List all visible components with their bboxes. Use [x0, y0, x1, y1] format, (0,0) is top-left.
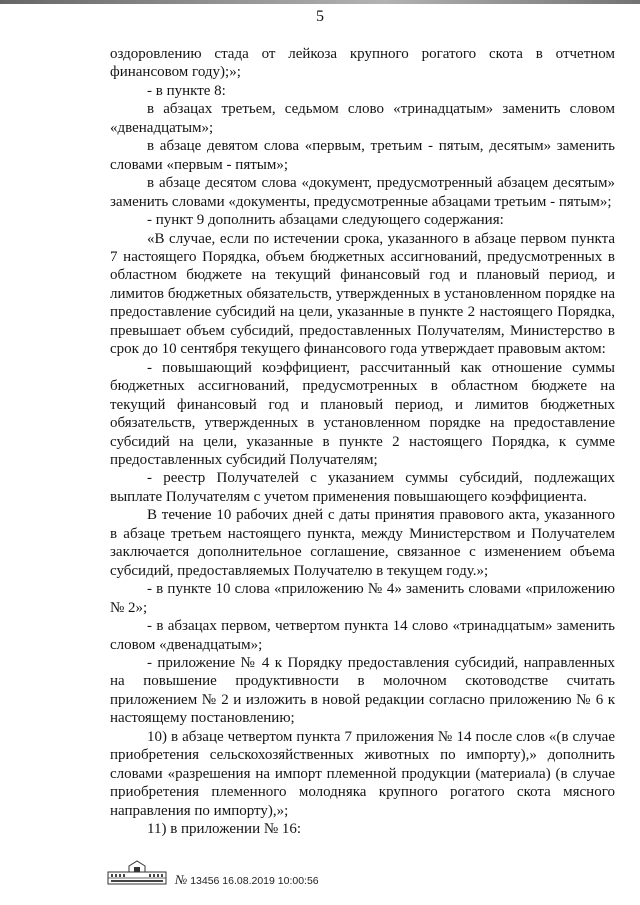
- paragraph: - в абзацах первом, четвертом пункта 14 слово «тринадцатым» заменить словом «двенадцатым»;: [110, 618, 615, 653]
- scan-edge: [0, 0, 640, 4]
- paragraph: 11) в приложении № 16:: [147, 821, 302, 838]
- paragraph: - реестр Получателей с указанием суммы субсидий, подлежащих выплате Получателям с учетом применения повышающего коэффициента.: [110, 470, 615, 505]
- paragraph: «В случае, если по истечении срока, указанного в абзаце первом пункта 7 настоящего Порядка, объем бюджетных ассигнований, предусмотренных в областном бюджете на текущий финансовый год и плановый период, и лимитов бюджетных обязательств, утвержденных в установленном порядке на предоставление субсидий на цели, указанные в пункте 2 настоящего Порядка, превышает объем субсидий, предоставленных Получателям, Министерство в срок до 10 сентября текущего финансового года утверждает правовым актом:: [110, 230, 615, 358]
- page-number: 5: [316, 8, 324, 25]
- document-body: [110, 45, 615, 838]
- paragraph: 10) в абзаце четвертом пункта 7 приложения № 14 после слов «(в случае приобретения сельскохозяйственных животных по импорту),» дополнить словами «разрешения на импорт племенной продукции (материала) (в случае приобретения племенного молодняка крупного рогатого скота мясного направления по импорту),»;: [110, 728, 615, 819]
- paragraph: оздоровлению стада от лейкоза крупного рогатого скота в отчетном финансовом году);»;: [110, 46, 615, 81]
- registration-number: [175, 872, 319, 888]
- registry-stamp-icon: [107, 858, 169, 886]
- paragraph: - повышающий коэффициент, рассчитанный как отношение суммы бюджетных ассигнований, предусмотренных в областном бюджете на текущий финансовый год и плановый период, и лимитов бюджетных обязательств, утвержденных в установленном порядке на предоставление субсидий на цели, указанные в пункте 2 настоящего Порядка, к сумме предоставленных субсидий Получателям;: [110, 359, 615, 468]
- paragraph: в абзаце девятом слова «первым, третьим - пятым, десятым» заменить словами «первым - пятым»;: [110, 138, 615, 173]
- paragraph: в абзаце десятом слова «документ, предусмотренный абзацем десятым» заменить словами «документы, предусмотренные абзацами третьим - пятым»;: [110, 175, 615, 210]
- paragraph: - пункт 9 дополнить абзацами следующего содержания:: [147, 212, 504, 229]
- paragraph: В течение 10 рабочих дней с даты принятия правового акта, указанного в абзаце третьем настоящего пункта, между Министерством и Получателем заключается дополнительное соглашение, связанное с изменением объема субсидий, предоставляемых Получателю в текущем году.»;: [110, 507, 615, 579]
- registration-footer: [107, 858, 367, 888]
- paragraph: - в пункте 10 слова «приложению № 4» заменить словами «приложению № 2»;: [110, 581, 615, 616]
- paragraph: - приложение № 4 к Порядку предоставления субсидий, направленных на повышение продуктивности в молочном скотоводстве считать приложением № 2 и изложить в новой редакции согласно приложению № 6 к настоящему постановлению;: [110, 654, 615, 727]
- registration-text: 13456 16.08.2019 10:00:56: [190, 875, 319, 887]
- paragraph: в абзацах третьем, седьмом слово «тринадцатым» заменить словом «двенадцатым»;: [110, 101, 615, 136]
- number-sign: №: [175, 872, 188, 887]
- paragraph: - в пункте 8:: [147, 82, 226, 99]
